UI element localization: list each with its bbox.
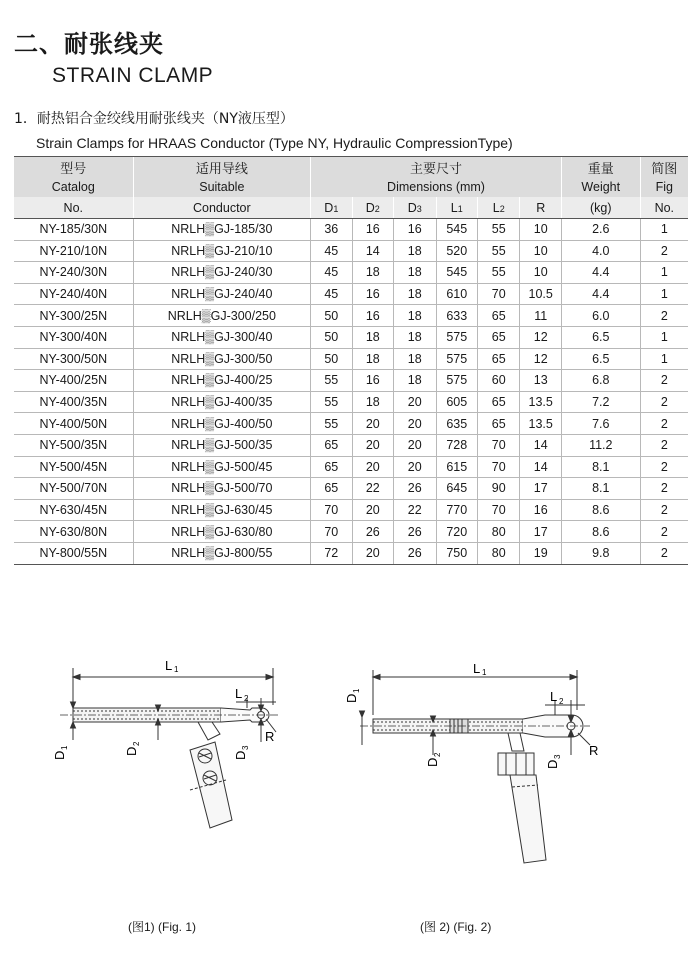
cell-d3: 20 (394, 391, 437, 413)
cell-d2: 16 (352, 370, 393, 392)
cell-l2: 65 (477, 348, 520, 370)
cell-l2: 80 (477, 542, 520, 564)
cell-weight: 6.0 (561, 305, 640, 327)
fig2-d2-label: D (425, 757, 440, 767)
col-r: R (520, 197, 561, 219)
cell-fig-no: 2 (640, 542, 688, 564)
cell-catalog-no: NY-500/45N (14, 456, 133, 478)
cell-d3: 18 (394, 262, 437, 284)
table-row (14, 305, 688, 327)
cell-fig-no: 2 (640, 305, 688, 327)
cell-weight: 4.0 (561, 240, 640, 262)
cell-d1: 72 (311, 542, 352, 564)
table-row (14, 413, 688, 435)
cell-l1: 728 (436, 434, 477, 456)
fig2-l1-sub: 1 (482, 668, 487, 677)
cell-r: 13 (520, 370, 561, 392)
col-d1-letter: D (324, 200, 334, 215)
cell-r: 19 (520, 542, 561, 564)
cell-d1: 55 (311, 391, 352, 413)
table-row (14, 434, 688, 456)
cell-d1: 70 (311, 521, 352, 543)
table-row (14, 283, 688, 305)
cell-weight: 8.6 (561, 521, 640, 543)
cell-weight: 8.1 (561, 456, 640, 478)
cell-r: 14 (520, 434, 561, 456)
weight-header-en: Weight (561, 177, 640, 197)
cell-fig-no: 1 (640, 262, 688, 284)
cell-d1: 45 (311, 283, 352, 305)
col-d1-sub: 1 (333, 203, 339, 214)
cell-d3: 22 (394, 499, 437, 521)
cell-conductor: NRLH▒GJ-630/80 (133, 521, 311, 543)
cell-d3: 18 (394, 370, 437, 392)
cell-l1: 575 (436, 370, 477, 392)
fig1-d1-label: D (52, 750, 67, 760)
cell-catalog-no: NY-630/45N (14, 499, 133, 521)
cell-conductor: NRLH▒GJ-500/35 (133, 434, 311, 456)
cell-fig-no: 2 (640, 434, 688, 456)
cell-r: 12 (520, 348, 561, 370)
cell-d2: 20 (352, 434, 393, 456)
weight-header-unit: (kg) (561, 197, 640, 219)
cell-weight: 4.4 (561, 262, 640, 284)
figure-1-drawing (40, 650, 300, 880)
cell-l2: 65 (477, 413, 520, 435)
cell-r: 13.5 (520, 413, 561, 435)
cell-conductor: NRLH▒GJ-240/30 (133, 262, 311, 284)
cell-fig-no: 1 (640, 326, 688, 348)
col-d1 (311, 197, 352, 219)
fig-header-no: No. (640, 197, 688, 219)
cell-d1: 36 (311, 219, 352, 241)
cell-weight: 11.2 (561, 434, 640, 456)
cell-r: 11 (520, 305, 561, 327)
cell-r: 12 (520, 326, 561, 348)
cell-r: 14 (520, 456, 561, 478)
col-d2 (352, 197, 393, 219)
section-title-cn: 二、耐张线夹 (14, 29, 164, 58)
cell-weight: 2.6 (561, 219, 640, 241)
fig-header-en: Fig (640, 177, 688, 197)
cell-d2: 16 (352, 283, 393, 305)
cell-catalog-no: NY-500/70N (14, 478, 133, 500)
fig2-r-label: R (589, 743, 599, 758)
cell-r: 16 (520, 499, 561, 521)
cell-l2: 90 (477, 478, 520, 500)
cell-catalog-no: NY-300/40N (14, 326, 133, 348)
cell-l1: 545 (436, 262, 477, 284)
col-d2-letter: D (365, 200, 375, 215)
cell-d2: 14 (352, 240, 393, 262)
table-row (14, 478, 688, 500)
col-d3 (394, 197, 437, 219)
col-l2-sub: 2 (499, 203, 505, 214)
col-d3-sub: 3 (416, 203, 422, 214)
cell-fig-no: 2 (640, 240, 688, 262)
cell-d3: 20 (394, 434, 437, 456)
cell-catalog-no: NY-210/10N (14, 240, 133, 262)
cell-weight: 7.6 (561, 413, 640, 435)
cell-l2: 70 (477, 499, 520, 521)
table-row (14, 391, 688, 413)
cell-d1: 50 (311, 326, 352, 348)
cell-d3: 18 (394, 305, 437, 327)
cell-d2: 16 (352, 219, 393, 241)
cell-d2: 16 (352, 305, 393, 327)
cell-d2: 26 (352, 521, 393, 543)
cell-l2: 70 (477, 434, 520, 456)
col-l1 (436, 197, 477, 219)
cell-conductor: NRLH▒GJ-800/55 (133, 542, 311, 564)
cell-catalog-no: NY-400/25N (14, 370, 133, 392)
cell-conductor: NRLH▒GJ-185/30 (133, 219, 311, 241)
cell-weight: 8.1 (561, 478, 640, 500)
fig1-l1-sub: 1 (174, 665, 179, 674)
fig1-l2-label: L (235, 686, 243, 701)
cell-r: 10 (520, 262, 561, 284)
cell-weight: 9.8 (561, 542, 640, 564)
cell-d3: 26 (394, 521, 437, 543)
cell-l2: 65 (477, 391, 520, 413)
cell-catalog-no: NY-185/30N (14, 219, 133, 241)
cell-l1: 615 (436, 456, 477, 478)
table-row (14, 219, 688, 241)
cell-fig-no: 1 (640, 219, 688, 241)
cell-l1: 610 (436, 283, 477, 305)
cell-d2: 22 (352, 478, 393, 500)
table-row (14, 521, 688, 543)
cell-l1: 605 (436, 391, 477, 413)
fig2-l2-label: L (550, 689, 558, 704)
cell-catalog-no: NY-300/50N (14, 348, 133, 370)
fig1-r-label: R (265, 729, 275, 744)
col-l2-letter: L (492, 200, 500, 215)
weight-header-cn: 重量 (561, 157, 640, 178)
table-row (14, 240, 688, 262)
cell-l2: 55 (477, 240, 520, 262)
table-row (14, 348, 688, 370)
cell-conductor: NRLH▒GJ-300/250 (133, 305, 311, 327)
fig-header-cn: 简图 (640, 157, 688, 178)
cell-d2: 20 (352, 542, 393, 564)
fig2-d1-sub: 1 (352, 688, 361, 693)
figure-2-caption: (图 2) (Fig. 2) (420, 920, 492, 934)
cell-l2: 70 (477, 456, 520, 478)
cell-d2: 20 (352, 456, 393, 478)
cell-d1: 65 (311, 456, 352, 478)
spec-table (14, 156, 688, 565)
cell-fig-no: 2 (640, 391, 688, 413)
cell-l1: 575 (436, 326, 477, 348)
fig1-d2-label: D (124, 746, 139, 756)
cell-fig-no: 1 (640, 283, 688, 305)
cell-conductor: NRLH▒GJ-400/25 (133, 370, 311, 392)
table-row (14, 326, 688, 348)
cell-d2: 20 (352, 413, 393, 435)
cell-d1: 45 (311, 262, 352, 284)
cell-d2: 20 (352, 499, 393, 521)
catalog-header-cn: 型号 (14, 157, 133, 178)
fig2-d2-sub: 2 (433, 752, 442, 757)
cell-l1: 520 (436, 240, 477, 262)
cell-l2: 65 (477, 326, 520, 348)
fig2-l2-sub: 2 (559, 697, 564, 706)
cell-d1: 50 (311, 305, 352, 327)
cell-weight: 6.8 (561, 370, 640, 392)
cell-d1: 55 (311, 413, 352, 435)
cell-l1: 633 (436, 305, 477, 327)
cell-d1: 45 (311, 240, 352, 262)
cell-r: 10 (520, 240, 561, 262)
cell-fig-no: 2 (640, 413, 688, 435)
cell-r: 17 (520, 478, 561, 500)
cell-conductor: NRLH▒GJ-630/45 (133, 499, 311, 521)
dims-header-en: Dimensions (mm) (311, 177, 562, 197)
cell-d3: 18 (394, 240, 437, 262)
cell-conductor: NRLH▒GJ-300/40 (133, 326, 311, 348)
col-d2-sub: 2 (374, 203, 380, 214)
cell-catalog-no: NY-300/25N (14, 305, 133, 327)
cell-d3: 26 (394, 542, 437, 564)
cell-catalog-no: NY-500/35N (14, 434, 133, 456)
cell-weight: 7.2 (561, 391, 640, 413)
table-row (14, 456, 688, 478)
cell-l1: 545 (436, 219, 477, 241)
cell-catalog-no: NY-800/55N (14, 542, 133, 564)
cell-l1: 575 (436, 348, 477, 370)
cell-r: 17 (520, 521, 561, 543)
cell-d3: 20 (394, 413, 437, 435)
cell-r: 13.5 (520, 391, 561, 413)
col-l1-letter: L (450, 200, 458, 215)
cell-l2: 65 (477, 305, 520, 327)
cell-l1: 645 (436, 478, 477, 500)
fig1-l1-label: L (165, 658, 173, 673)
cell-conductor: NRLH▒GJ-500/70 (133, 478, 311, 500)
cell-conductor: NRLH▒GJ-400/50 (133, 413, 311, 435)
cell-r: 10.5 (520, 283, 561, 305)
cell-catalog-no: NY-630/80N (14, 521, 133, 543)
cell-weight: 6.5 (561, 326, 640, 348)
cell-d3: 26 (394, 478, 437, 500)
fig1-d3-sub: 3 (241, 745, 250, 750)
cell-l2: 55 (477, 262, 520, 284)
subtitle-cn: 1．耐热铝合金绞线用耐张线夹（NY液压型） (14, 111, 294, 127)
cell-conductor: NRLH▒GJ-400/35 (133, 391, 311, 413)
cell-fig-no: 1 (640, 348, 688, 370)
cell-d1: 50 (311, 348, 352, 370)
cell-d3: 18 (394, 348, 437, 370)
col-l2 (477, 197, 520, 219)
cell-l2: 60 (477, 370, 520, 392)
cell-l2: 80 (477, 521, 520, 543)
subtitle-en: Strain Clamps for HRAAS Conductor (Type NY, Hydraulic CompressionType) (36, 135, 513, 151)
table-row (14, 499, 688, 521)
table-row (14, 370, 688, 392)
fig2-l1-label: L (473, 661, 481, 676)
cell-catalog-no: NY-400/35N (14, 391, 133, 413)
cell-d1: 65 (311, 434, 352, 456)
cell-l1: 635 (436, 413, 477, 435)
conductor-header-en2: Conductor (133, 197, 311, 219)
figure-1-caption: (图1) (Fig. 1) (128, 920, 197, 934)
cell-conductor: NRLH▒GJ-240/40 (133, 283, 311, 305)
cell-l1: 750 (436, 542, 477, 564)
cell-fig-no: 2 (640, 370, 688, 392)
cell-l1: 720 (436, 521, 477, 543)
figure-2-drawing (340, 655, 620, 885)
table-row (14, 262, 688, 284)
cell-d3: 16 (394, 219, 437, 241)
fig1-d3-label: D (233, 750, 248, 760)
cell-d1: 65 (311, 478, 352, 500)
cell-fig-no: 2 (640, 478, 688, 500)
conductor-header-cn: 适用导线 (133, 157, 311, 178)
conductor-header-en: Suitable (133, 177, 311, 197)
dims-header-cn: 主要尺寸 (311, 157, 562, 178)
cell-conductor: NRLH▒GJ-500/45 (133, 456, 311, 478)
section-title-en: STRAIN CLAMP (52, 64, 214, 87)
cell-d3: 20 (394, 456, 437, 478)
fig1-d1-sub: 1 (60, 745, 69, 750)
table-row (14, 542, 688, 564)
cell-l1: 770 (436, 499, 477, 521)
cell-l2: 55 (477, 219, 520, 241)
cell-catalog-no: NY-240/40N (14, 283, 133, 305)
cell-weight: 4.4 (561, 283, 640, 305)
col-l1-sub: 1 (457, 203, 463, 214)
cell-d1: 55 (311, 370, 352, 392)
spec-table-body (14, 219, 688, 565)
cell-catalog-no: NY-400/50N (14, 413, 133, 435)
cell-d2: 18 (352, 262, 393, 284)
cell-d2: 18 (352, 391, 393, 413)
cell-r: 10 (520, 219, 561, 241)
fig1-d2-sub: 2 (132, 741, 141, 746)
fig2-d3-sub: 3 (553, 754, 562, 759)
fig2-d1-label: D (344, 693, 359, 703)
cell-catalog-no: NY-240/30N (14, 262, 133, 284)
cell-d2: 18 (352, 348, 393, 370)
cell-d2: 18 (352, 326, 393, 348)
cell-weight: 6.5 (561, 348, 640, 370)
cell-d3: 18 (394, 326, 437, 348)
fig1-l2-sub: 2 (244, 694, 249, 703)
fig2-d3-label: D (545, 759, 560, 769)
cell-d1: 70 (311, 499, 352, 521)
cell-l2: 70 (477, 283, 520, 305)
cell-weight: 8.6 (561, 499, 640, 521)
catalog-header-no: No. (14, 197, 133, 219)
catalog-header-en: Catalog (14, 177, 133, 197)
cell-fig-no: 2 (640, 521, 688, 543)
cell-conductor: NRLH▒GJ-210/10 (133, 240, 311, 262)
cell-fig-no: 2 (640, 499, 688, 521)
col-d3-letter: D (407, 200, 417, 215)
cell-conductor: NRLH▒GJ-300/50 (133, 348, 311, 370)
cell-d3: 18 (394, 283, 437, 305)
cell-fig-no: 2 (640, 456, 688, 478)
